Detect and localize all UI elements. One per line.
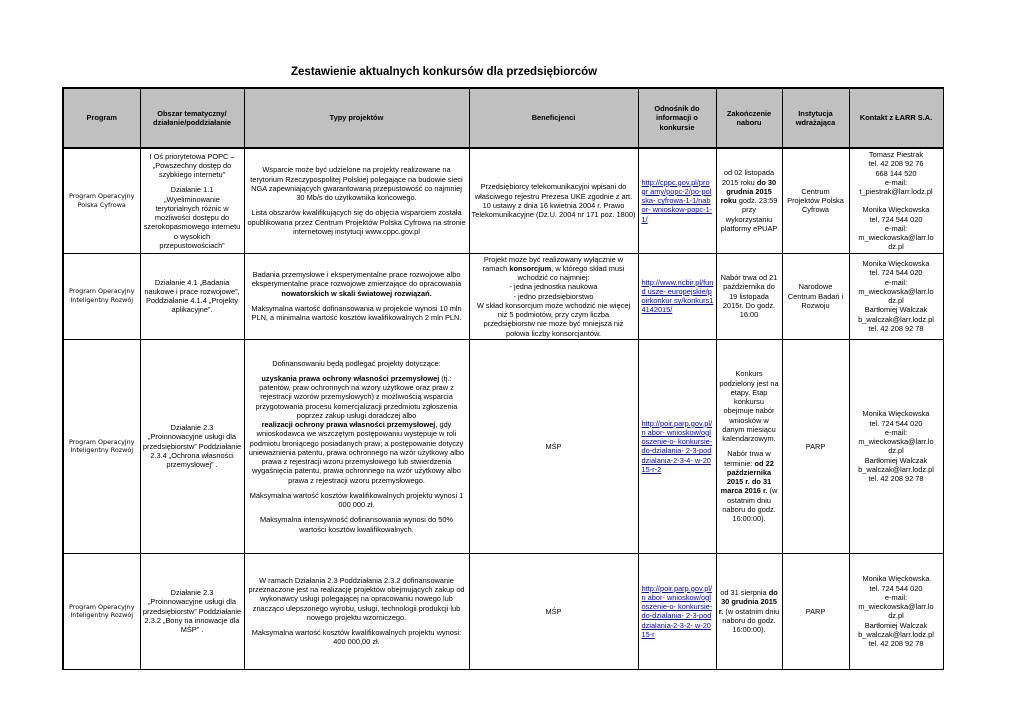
types-text: Dofinansowaniu będą podlegać projekty dotyczące: — [272, 358, 441, 368]
contact-line: tel. 42 208 92 78 — [868, 474, 924, 483]
competition-link[interactable]: http://www.ncbir.pl/fund usze- europejskie/poirkonkur sy/konkurs14142015/ — [641, 277, 714, 315]
contact-cell — [849, 553, 943, 669]
contact-line: dz.pl — [888, 611, 904, 621]
types-cell — [244, 253, 469, 339]
deadline-text: do 30 grudnia 2015 roku — [720, 177, 777, 206]
header-link: Odnośnik do informacji o konkursie — [638, 88, 716, 148]
beneficiaries-cell: MŚP — [469, 339, 638, 553]
contact-line: tel. 724 544 020 — [869, 214, 923, 224]
types-text-part: , gdy wnioskodawca we wszczętym postępowaniu występuje w roli podmiotu broniącego posiadanych praw; a postępowanie dotyczy unieważnienia patentu, prawa ochronnego na wzór użytkowy albo prawa z rejestracji wzoru przemysłowego lub stwierdzenia wygaśnięcia patentu, prawa ochronnego na wzór użytkowy albo prawa z rejestracji wzoru przemysłowego. — [248, 420, 465, 485]
header-beneficiaries: Beneficjenci — [469, 88, 638, 148]
area-cell: Działanie 2.3 „Proinnowacyjne usługi dla przedsiębiorstw” Poddziałanie 2.3.2 „Bony na innowacje dla MŚP” . — [140, 553, 244, 669]
ben-text: - jedno przedsiębiorstwo — [513, 291, 594, 301]
contact-line: m_wieckowska@larr.lo — [858, 602, 934, 611]
contact-line: dz.pl — [888, 446, 904, 456]
contact-line: dz.pl — [888, 242, 904, 252]
types-cell — [244, 553, 469, 669]
types-text: Maksymalna wartość kosztów kwalifikowalnych projektu wynosi 1 000 000 zł. — [249, 490, 464, 510]
types-text-bold: uzyskania prawa ochrony własności przemysłowej — [261, 373, 440, 383]
table-row — [63, 148, 943, 253]
contact-line: b_walczak@larr.lodz.pl — [858, 314, 934, 324]
types-text-part: (tj.: patentów, praw ochronnych na wzory użytkowe oraz praw z rejestracji wzorów przemysłowych) z możliwością wsparcia przygotowania procesu komercjalizacji przedmiotu zgłoszenia poprzez zakup usługi doradczej albo — [255, 373, 458, 420]
contact-line: m_wieckowska@larr.lo — [858, 233, 934, 242]
table-row — [63, 339, 943, 553]
deadline-part: Nabór trwa w terminie: — [724, 449, 771, 468]
header-contact: Kontakt z ŁARR S.A. — [849, 88, 943, 148]
program-cell: Program Operacyjny Inteligentny Rozwój — [63, 553, 140, 669]
competition-link[interactable]: http://cppc.gov.pl/progr amy/popc-2/po-polska- cyfrowa-1-1/nabor- wnioskow-popc-1-1/ — [641, 177, 713, 224]
deadline-part: (w ostatnim dniu naboru do godz. 16:00:00). — [722, 486, 778, 523]
contact-line: b_walczak@larr.lodz.pl — [858, 464, 934, 474]
competition-link[interactable]: http://poir.parp.gov.pl/n abor- wnioskow/ogloszenie-o- konkursie-do-dzialania- 2-3-poddzialania-2-3-4- w-2015-r-2 — [641, 418, 713, 474]
link-cell — [638, 553, 716, 669]
beneficiaries-cell: Przedsiębiorcy telekomunikacyjni wpisani do właściwego rejestru Prezesa UKE zgodnie z art. 10 ustawy z dnia 16 kwietnia 2004 r. Prawo Telekomunikacyjne (Dz.U. 2004 nr 171 poz. 1800) — [469, 148, 638, 253]
link-cell — [638, 148, 716, 253]
contact-line: e-mail: — [884, 427, 908, 437]
ben-text: , w którego skład musi wchodzić co najmniej: — [517, 263, 625, 282]
header-institution: Instytucja wdrażająca — [782, 88, 849, 148]
institution-cell: PARP — [782, 339, 849, 553]
table-header-row — [63, 88, 943, 148]
deadline-part: od 31 sierpnia — [720, 588, 769, 598]
area-cell: Działanie 4.1 „Badania naukowe i prace rozwojowe”, Poddziałanie 4.1.4 „Projekty aplikacyjne”. — [140, 253, 244, 339]
header-deadline: Zakończenie naboru — [716, 88, 782, 148]
contact-line: tel. 724 544 020 — [869, 268, 923, 278]
deadline-cell — [716, 553, 782, 669]
contact-line: tel. 42 208 92 78 — [868, 323, 924, 333]
contact-line: Bartłomiej Walczak — [864, 305, 928, 315]
program-cell: Program Operacyjny Inteligentny Rozwój — [63, 253, 140, 339]
deadline-text: od 02 listopada 2015 roku — [721, 168, 775, 187]
types-cell — [244, 339, 469, 553]
contact-spacer — [852, 196, 941, 205]
institution-cell: Narodowe Centrum Badań i Rozwoju — [782, 253, 849, 339]
contact-line: dz.pl — [888, 296, 904, 306]
deadline-text: Konkurs podzielony jest na etapy. Etap konkursu obejmuje nabór wniosków w danym miesiącu kalendarzowym. — [719, 369, 779, 443]
types-text: W ramach Działania 2.3 Poddziałania 2.3.2 dofinansowanie przeznaczone jest na realizację projektów obejmujących zakup od wykonawcy usługi polegającej na opracowaniu nowego lub znacząco ulepszonego wyrobu, usługi, technologii produkcji lub nowego projektu wzorniczego. — [248, 575, 465, 622]
types-cell — [244, 148, 469, 253]
types-text-part: Badania przemysłowe i eksperymentalne prace rozwojowe albo eksperymentalne prace rozwojowe zmierzające do opracowania — [251, 270, 462, 289]
institution-cell: PARP — [782, 553, 849, 669]
area-cell: Działanie 2.3 „Proinnowacyjne usługi dla przedsiębiorstw” Poddziałanie 2.3.4 „Ochrona własności przemysłowej” . — [140, 339, 244, 553]
contact-line: m_wieckowska@larr.lo — [858, 286, 934, 296]
ben-text: W skład konsorcjum może wchodzić nie więcej niż 5 podmiotów, przy czym liczba przedsiębiorstw nie może być mniejsza niż połowa liczby konsorcjantów. — [476, 300, 631, 338]
link-cell — [638, 339, 716, 553]
header-area: Obszar tematyczny/ działanie/poddziałanie — [140, 88, 244, 148]
program-cell: Program Operacyjny Inteligentny Rozwój — [63, 339, 140, 553]
competitions-table — [62, 87, 944, 670]
contact-line: tel. 724 544 020 — [869, 583, 923, 593]
types-text — [247, 374, 467, 485]
types-text: Lista obszarów kwalifikujących się do objęcia wsparciem została opublikowana przez Centrum Projektów Polska Cyfrowa na stronie internetowej instytucji www.cppc.gov.pl — [247, 208, 466, 236]
contact-line: e-mail: — [884, 277, 908, 287]
ben-text: - jedna jednostka naukowa — [509, 282, 598, 292]
deadline-cell: Nabór trwa od 21 października do 19 listopada 2015r. Do godz. 16:00 — [716, 253, 782, 339]
types-text: Maksymalna wartość kosztów kwalifikowalnych projektu wynosi: 400 000,00 zł. — [251, 628, 462, 647]
contact-line: tel. 42 208 92 76 — [868, 159, 924, 169]
contact-line: Monika Więckowska — [862, 205, 930, 215]
types-text: Wsparcie może być udzielone na projekty realizowane na terytorium Rzeczypospolitej Polskiej polegające na budowie sieci NGA zapewniających gwarantowaną przepustowość co najmniej 30 Mb/s do użytkownika końcowego. — [250, 165, 463, 203]
area-cell — [140, 148, 244, 253]
contact-line: tel. 42 208 92 78 — [868, 639, 924, 648]
contact-line: e-mail: — [884, 223, 908, 233]
contact-line: Monika Więckowska — [862, 574, 930, 584]
contact-cell — [849, 253, 943, 339]
deadline-bold: do 30 grudnia 2015 r. — [718, 588, 778, 616]
institution-cell: Centrum Projektów Polska Cyfrowa — [782, 148, 849, 253]
types-text-bold: realizacji ochrony prawa własności przemysłowej — [261, 420, 436, 430]
contact-line: e-mail: — [884, 592, 908, 602]
contact-line: b_walczak@larr.lodz.pl — [858, 629, 934, 639]
competition-link[interactable]: http://poir.parp.gov.pl/n abor- wnioskow/ogloszenie-o- konkursie-do-dzialania- 2-3-poddzialania-2-3-2- w-2015-r — [641, 583, 713, 639]
header-types: Typy projektów — [244, 88, 469, 148]
deadline-text: godz. 23:59 przy wykorzystaniu platformy ePUAP — [720, 196, 778, 233]
deadline-part: (w ostatnim dniu naboru do godz. 16:00:00). — [722, 606, 780, 635]
types-text: Maksymalna intensywność dofinansowania wynosi do 50% wartości kosztów kwalifikowalnych. — [259, 515, 454, 534]
contact-line: Bartłomiej Walczak — [864, 455, 928, 465]
contact-line: Tomasz Piestrak — [868, 150, 924, 159]
contact-line: m_wieckowska@larr.lo — [858, 437, 934, 446]
contact-cell — [849, 148, 943, 253]
contact-cell — [849, 339, 943, 553]
beneficiaries-cell: MŚP — [469, 553, 638, 669]
beneficiaries-cell — [469, 253, 638, 339]
contact-line: Monika Więckowska — [862, 259, 930, 269]
types-text: Maksymalna wartość dofinansowania w projekcie wynosi 10 mln PLN, a minimalna wartość kosztów kwalifikowalnych 2 mln PLN. — [251, 303, 462, 322]
page-title: Zestawienie aktualnych konkursów dla przedsiębiorców — [291, 66, 598, 78]
area-text: Działanie 1.1 „Wyeliminowanie terytorialnych różnic w możliwości dostępu do szerokopasmowego internetu o wysokich przepustowościach” — [143, 185, 241, 250]
area-text: I Oś priorytetowa POPC – „Powszechny dostęp do szybkiego internetu” — [149, 151, 235, 179]
ben-text: Projekt może być realizowany wyłącznie w ramach — [482, 254, 624, 273]
contact-line: e-mail: — [884, 177, 908, 187]
contact-line: t_piestrak@larr.lodz.pl — [859, 187, 933, 196]
table-row — [63, 553, 943, 669]
deadline-cell — [716, 339, 782, 553]
types-text — [247, 270, 467, 298]
contact-line: 668 144 520 — [875, 168, 917, 178]
contact-line: Monika Więckowska — [862, 409, 930, 419]
header-program: Program — [63, 88, 140, 148]
program-cell: Program Operacyjny Polska Cyfrowa — [63, 148, 140, 253]
deadline-cell — [716, 148, 782, 253]
deadline-bold: od 22 października 2015 r. do 31 marca 2016 r. — [720, 458, 774, 496]
contact-line: Bartłomiej Walczak — [864, 620, 928, 630]
contact-line: tel. 724 544 020 — [869, 418, 923, 428]
types-text-bold: nowatorskich w skali światowej rozwiązań. — [281, 288, 432, 298]
deadline-text — [719, 449, 780, 523]
link-cell — [638, 253, 716, 339]
table-row — [63, 253, 943, 339]
ben-text-bold: konsorcjum — [509, 263, 552, 273]
